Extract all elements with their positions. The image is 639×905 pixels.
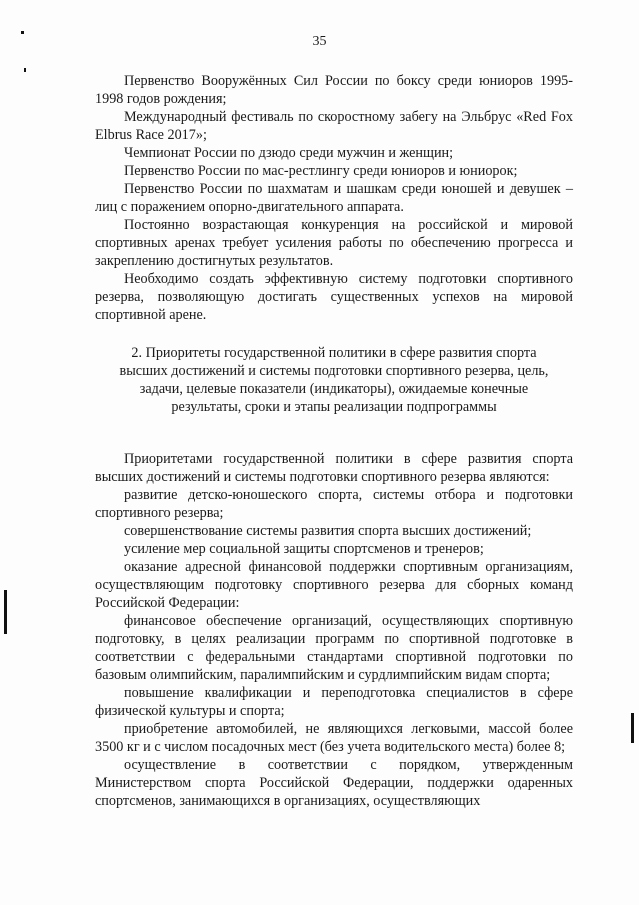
page-number: 35 (312, 34, 327, 49)
paragraph: Первенство Вооружённых Сил России по боксу среди юниоров 1995-1998 годов рождения; (95, 73, 573, 107)
paragraph: Первенство России по мас-рестлингу среди юниоров и юниорок; (124, 163, 518, 179)
paragraph: Необходимо создать эффективную систему подготовки спортивного резерва, позволяющую достигать существенных успехов на мировой спортивной арене. (95, 271, 573, 323)
paragraph: финансовое обеспечение организаций, осуществляющих спортивную подготовку, в целях реализации программ по спортивной подготовке в соответствии с федеральными стандартами спортивной подготовки по базовым олимпийским, паралимпийским и сурдлимпийским видам спорта; (95, 613, 573, 683)
paragraph: усиление мер социальной защиты спортсменов и тренеров; (124, 541, 484, 557)
paragraph: повышение квалификации и переподготовка специалистов в сфере физической культуры и спорта; (95, 685, 573, 719)
document-body (95, 72, 573, 810)
scan-artifact (4, 590, 7, 634)
section-heading (95, 344, 573, 416)
scan-artifact (631, 713, 634, 743)
paragraph: развитие детско-юношеского спорта, системы отбора и подготовки спортивного резерва; (95, 487, 573, 521)
scan-artifact (24, 68, 26, 72)
paragraph: осуществление в соответствии с порядком, утвержденным Министерством спорта Российской Федерации, поддержки одаренных спортсменов, занимающихся в организациях, осуществляющих (95, 757, 573, 809)
paragraph: оказание адресной финансовой поддержки спортивным организациям, осуществляющим подготовку спортивного резерва для сборных команд Российской Федерации: (95, 559, 573, 611)
heading-line: 2. Приоритеты государственной политики в сфере развития спорта (131, 345, 537, 361)
heading-line: высших достижений и системы подготовки спортивного резерва, цель, (119, 363, 549, 379)
paragraph: Приоритетами государственной политики в сфере развития спорта высших достижений и системы подготовки спортивного резерва являются: (95, 451, 573, 485)
paragraph: Чемпионат России по дзюдо среди мужчин и женщин; (124, 145, 454, 161)
heading-line: задачи, целевые показатели (индикаторы), ожидаемые конечные (139, 381, 529, 397)
paragraph: Международный фестиваль по скоростному забегу на Эльбрус «Red Fox Elbrus Race 2017»; (95, 109, 573, 143)
paragraph: Постоянно возрастающая конкуренция на российской и мировой спортивных аренах требует усиления работы по обеспечению прогресса и закреплению достигнутых результатов. (95, 217, 573, 269)
paragraph: приобретение автомобилей, не являющихся легковыми, массой более 3500 кг и с числом посадочных мест (без учета водительского места) более 8; (95, 721, 573, 755)
paragraph: Первенство России по шахматам и шашкам среди юношей и девушек – лиц с поражением опорно-двигательного аппарата. (95, 181, 573, 215)
heading-line: результаты, сроки и этапы реализации подпрограммы (171, 399, 497, 415)
paragraph: совершенствование системы развития спорта высших достижений; (124, 523, 532, 539)
